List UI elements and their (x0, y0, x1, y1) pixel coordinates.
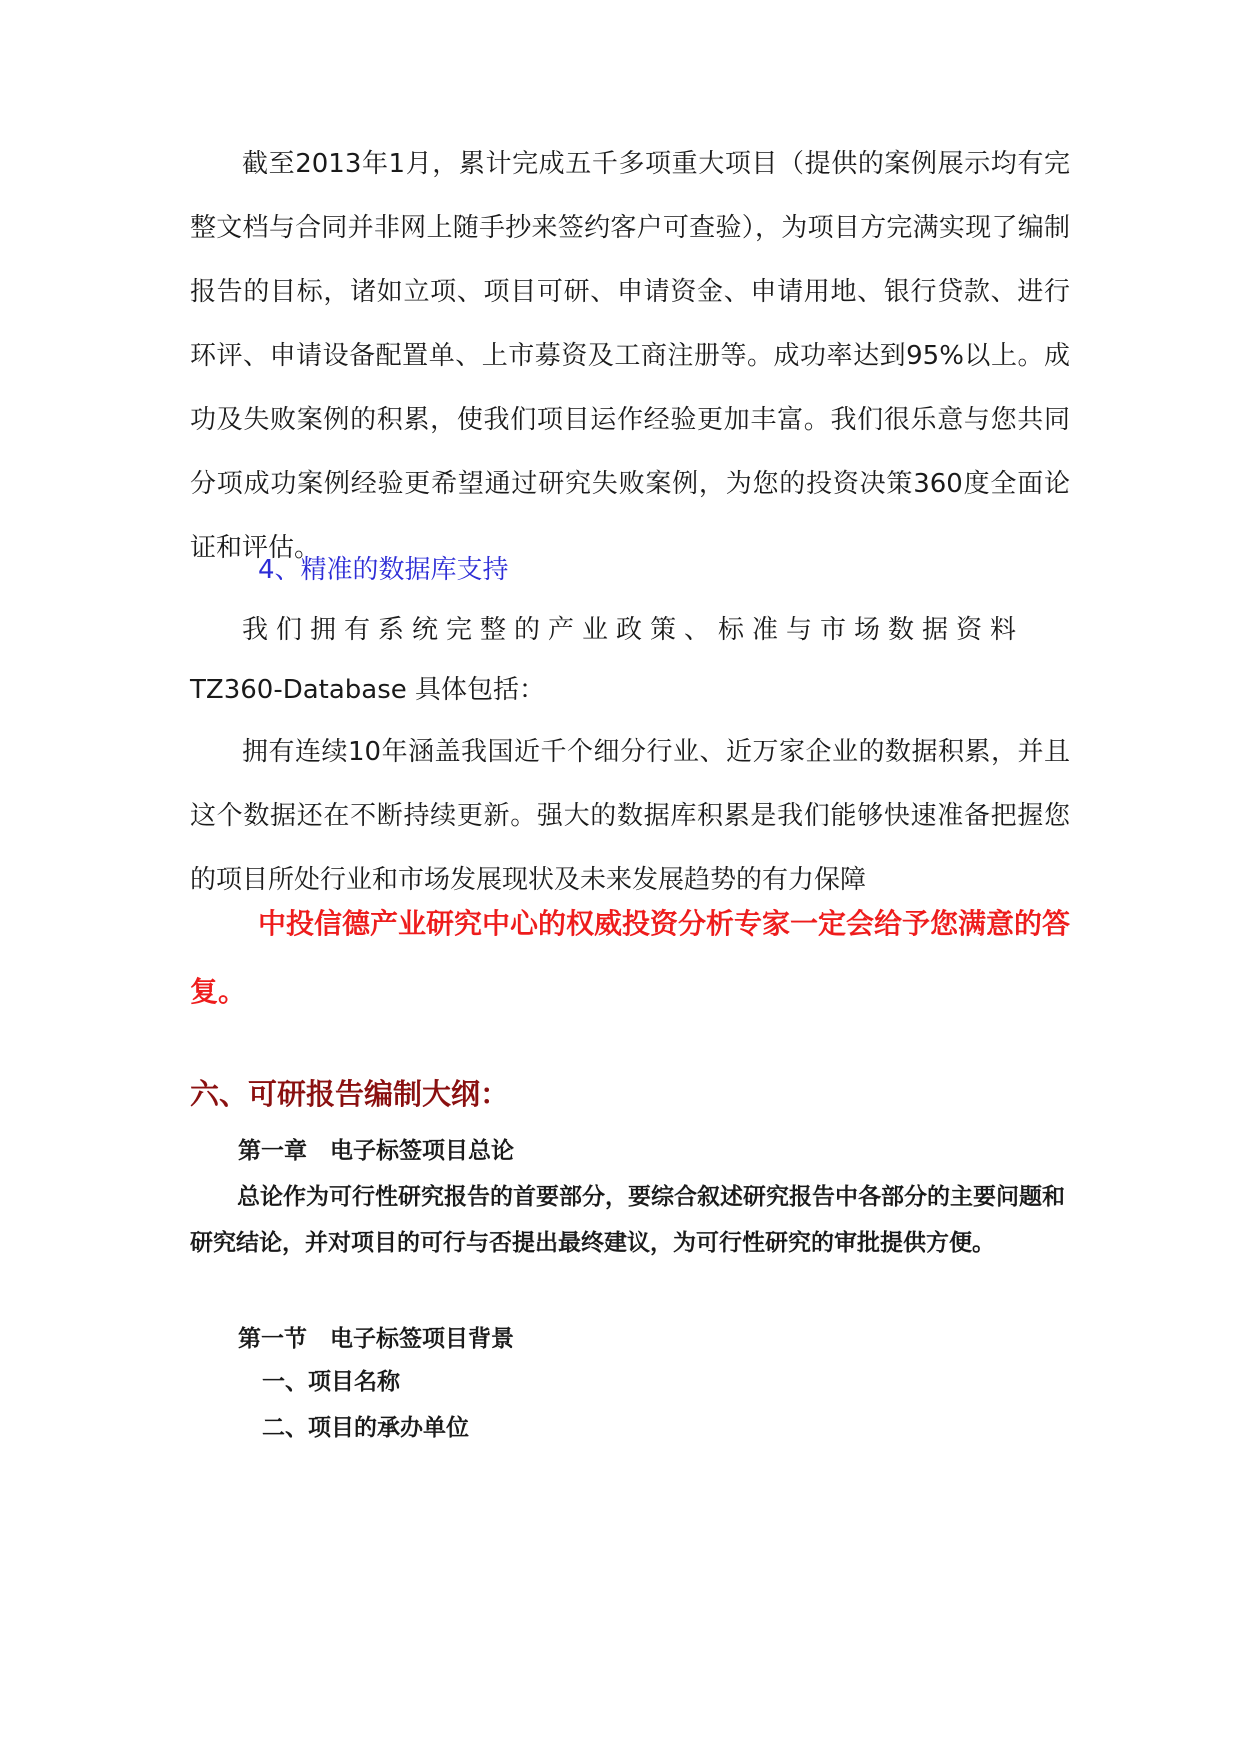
chapter-description: 总论作为可行性研究报告的首要部分，要综合叙述研究报告中各部分的主要问题和研究结论，并对项目的可行与否提出最终建议，为可行性研究的审批提供方便。 (190, 1184, 1065, 1256)
heading-database-support: 4、精准的数据库支持 (258, 555, 509, 585)
outline-item-project-name: 一、项目名称 (262, 1369, 400, 1395)
paragraph-success-cases: 截至2013年1月，累计完成五千多项重大项目（提供的案例展示均有完整文档与合同并非网上随手抄来签约客户可查验），为项目方完满实现了编制报告的目标，诸如立项、项目可研、申请资金、申请用地、银行贷款、进行环评、申请设备配置单、上市募资及工商注册等。成功率达到95%以上。成功及失败案例的积累，使我们项目运作经验更加丰富。我们很乐意与您共同分项成功案例经验更希望通过研究失败案例，为您的投资决策360度全面论证和评估。 (190, 149, 1070, 563)
red-statement: 中投信德产业研究中心的权威投资分析专家一定会给予您满意的答复。 (190, 907, 1071, 1008)
section-title-outline: 六、可研报告编制大纲： (190, 1077, 510, 1111)
paragraph-database-details: 拥有连续10年涵盖我国近千个细分行业、近万家企业的数据积累，并且这个数据还在不断持续更新。强大的数据库积累是我们能够快速准备把握您的项目所处行业和市场发展现状及未来发展趋势的有力保障 (190, 737, 1070, 895)
paragraph-database-intro: 我们拥有系统完整的产业政策、标准与市场数据资料 (242, 615, 1025, 645)
section-heading: 第一节 电子标签项目背景 (238, 1326, 514, 1352)
outline-item-sponsor-unit: 二、项目的承办单位 (262, 1415, 469, 1441)
paragraph-database-name: TZ360-Database 具体包括： (190, 675, 546, 705)
chapter-heading: 第一章 电子标签项目总论 (238, 1138, 514, 1164)
